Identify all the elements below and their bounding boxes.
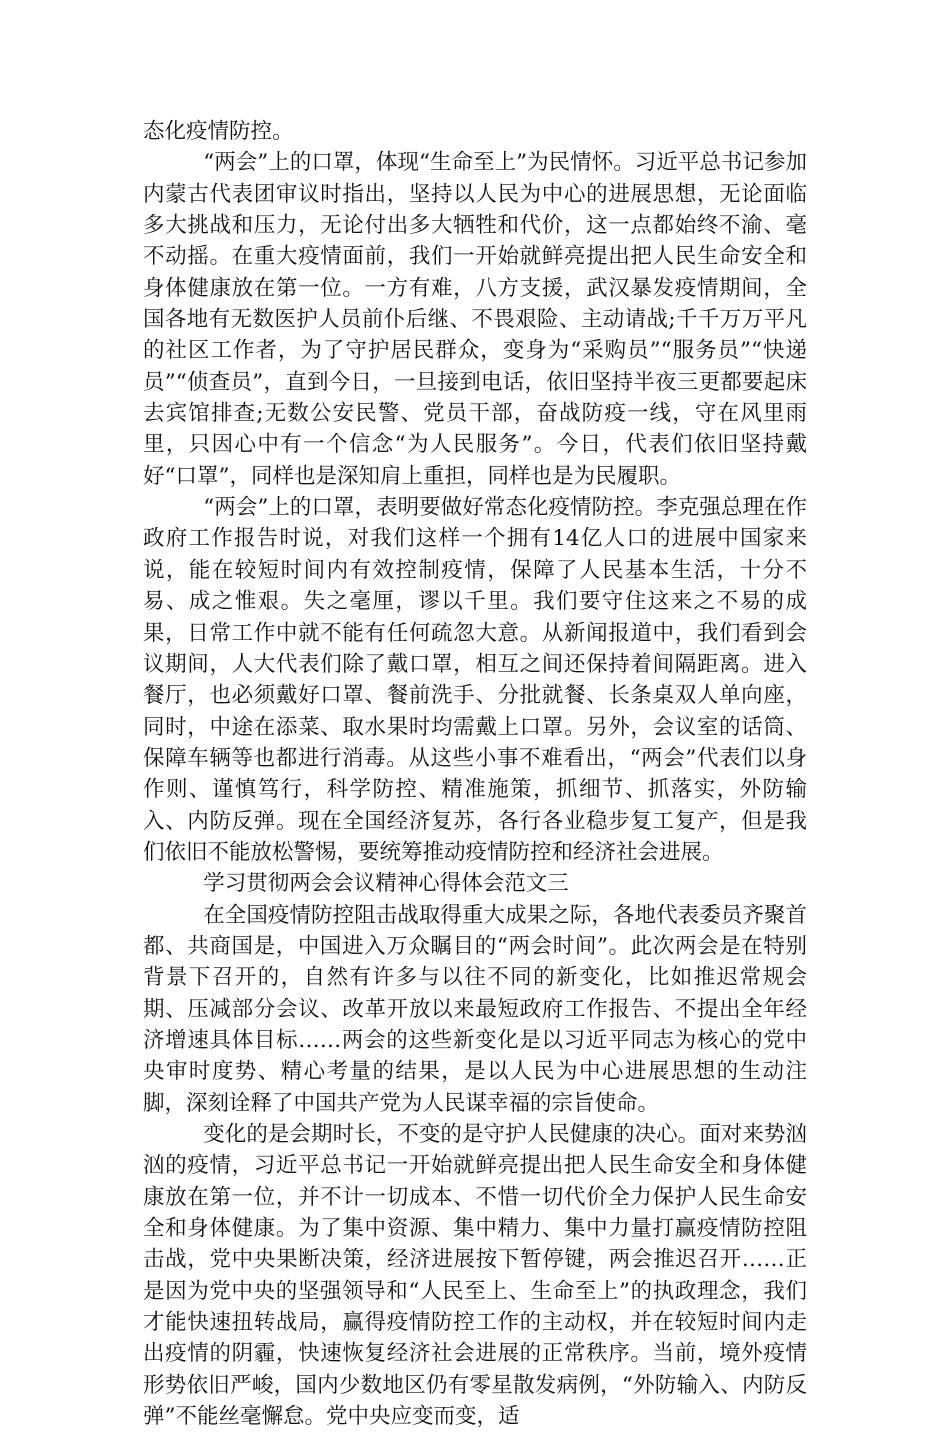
paragraph-two-sessions-background: 在全国疫情防控阻击战取得重大成果之际，各地代表委员齐聚首都、共商国是，中国进入万众瞩目的“两会时间”。此次两会是在特别背景下召开的，自然有许多与以往不同的新变化，比如推迟常规会期、压减部分会议、改革开放以来最短政府工作报告、不提出全年经济增速具体目标……两会的这些新变化是以习近平同志为核心的党中央审时度势、精心考量的结果，是以人民为中心进展思想的生动注脚，深刻诠释了中国共产党为人民谋幸福的宗旨使命。 <box>143 902 807 1116</box>
paragraph-masks-normalized-control: “两会”上的口罩，表明要做好常态化疫情防控。李克强总理在作政府工作报告时说，对我们这样一个拥有14亿人口的进展中国家来说，能在较短时间内有效控制疫情，保障了人民基本生活，十分不易、成之惟艰。失之毫厘，谬以千里。我们要守住这来之不易的成果，日常工作中就不能有任何疏忽大意。从新闻报道中，我们看到会议期间，人大代表们除了戴口罩，相互之间还保持着间隔距离。进入餐厅，也必须戴好口罩、餐前洗手、分批就餐、长条桌双人单向座，同时，中途在添菜、取水果时均需戴上口罩。另外，会议室的话筒、保障车辆等也都进行消毒。从这些小事不难看出，“两会”代表们以身作则、谨慎笃行，科学防控、精准施策，抓细节、抓落实，外防输入、内防反弹。现在全国经济复苏，各行各业稳步复工复产，但是我们依旧不能放松警惕，要统筹推动疫情防控和经济社会进展。 <box>143 495 807 865</box>
paragraph-masks-people-first: “两会”上的口罩，体现“生命至上”为民情怀。习近平总书记参加内蒙古代表团审议时指出，坚持以人民为中心的进展思想，无论面临多大挑战和压力，无论付出多大牺牲和代价，这一点都始终不渝、毫不动摇。在重大疫情面前，我们一开始就鲜亮提出把人民生命安全和身体健康放在第一位。一方有难，八方支援，武汉暴发疫情期间，全国各地有无数医护人员前仆后继、不畏艰险、主动请战;千千万万平凡的社区工作者，为了守护居民群众，变身为“采购员”“服务员”“快递员”“侦查员”，直到今日，一旦接到电话，依旧坚持半夜三更都要起床去宾馆排查;无数公安民警、党员干部，奋战防疫一线，守在风里雨里，只因心中有一个信念“为人民服务”。今日，代表们依旧坚持戴好“口罩”，同样也是深知肩上重担，同样也是为民履职。 <box>143 150 807 489</box>
section-heading: 学习贯彻两会会议精神心得体会范文三 <box>203 871 569 897</box>
document-body <box>143 116 807 1432</box>
paragraph-session-duration: 变化的是会期时长，不变的是守护人民健康的决心。面对来势汹汹的疫情，习近平总书记一开始就鲜亮提出把人民生命安全和身体健康放在第一位，并不计一切成本、不惜一切代价全力保护人民生命安全和身体健康。为了集中资源、集中精力、集中力量打赢疫情防控阻击战，党中央果断决策，经济进展按下暂停键，两会推迟召开……正是因为党中央的坚强领导和“人民至上、生命至上”的执政理念，我们才能快速扭转战局，赢得疫情防控工作的主动权，并在较短时间内走出疫情的阴霾，快速恢复经济社会进展的正常秩序。当前，境外疫情形势依旧严峻，国内少数地区仍有零星散发病例，“外防输入、内防反弹”不能丝毫懈怠。党中央应变而变，适 <box>143 1122 807 1430</box>
paragraph-continuation: 态化疫情防控。 <box>143 119 294 144</box>
